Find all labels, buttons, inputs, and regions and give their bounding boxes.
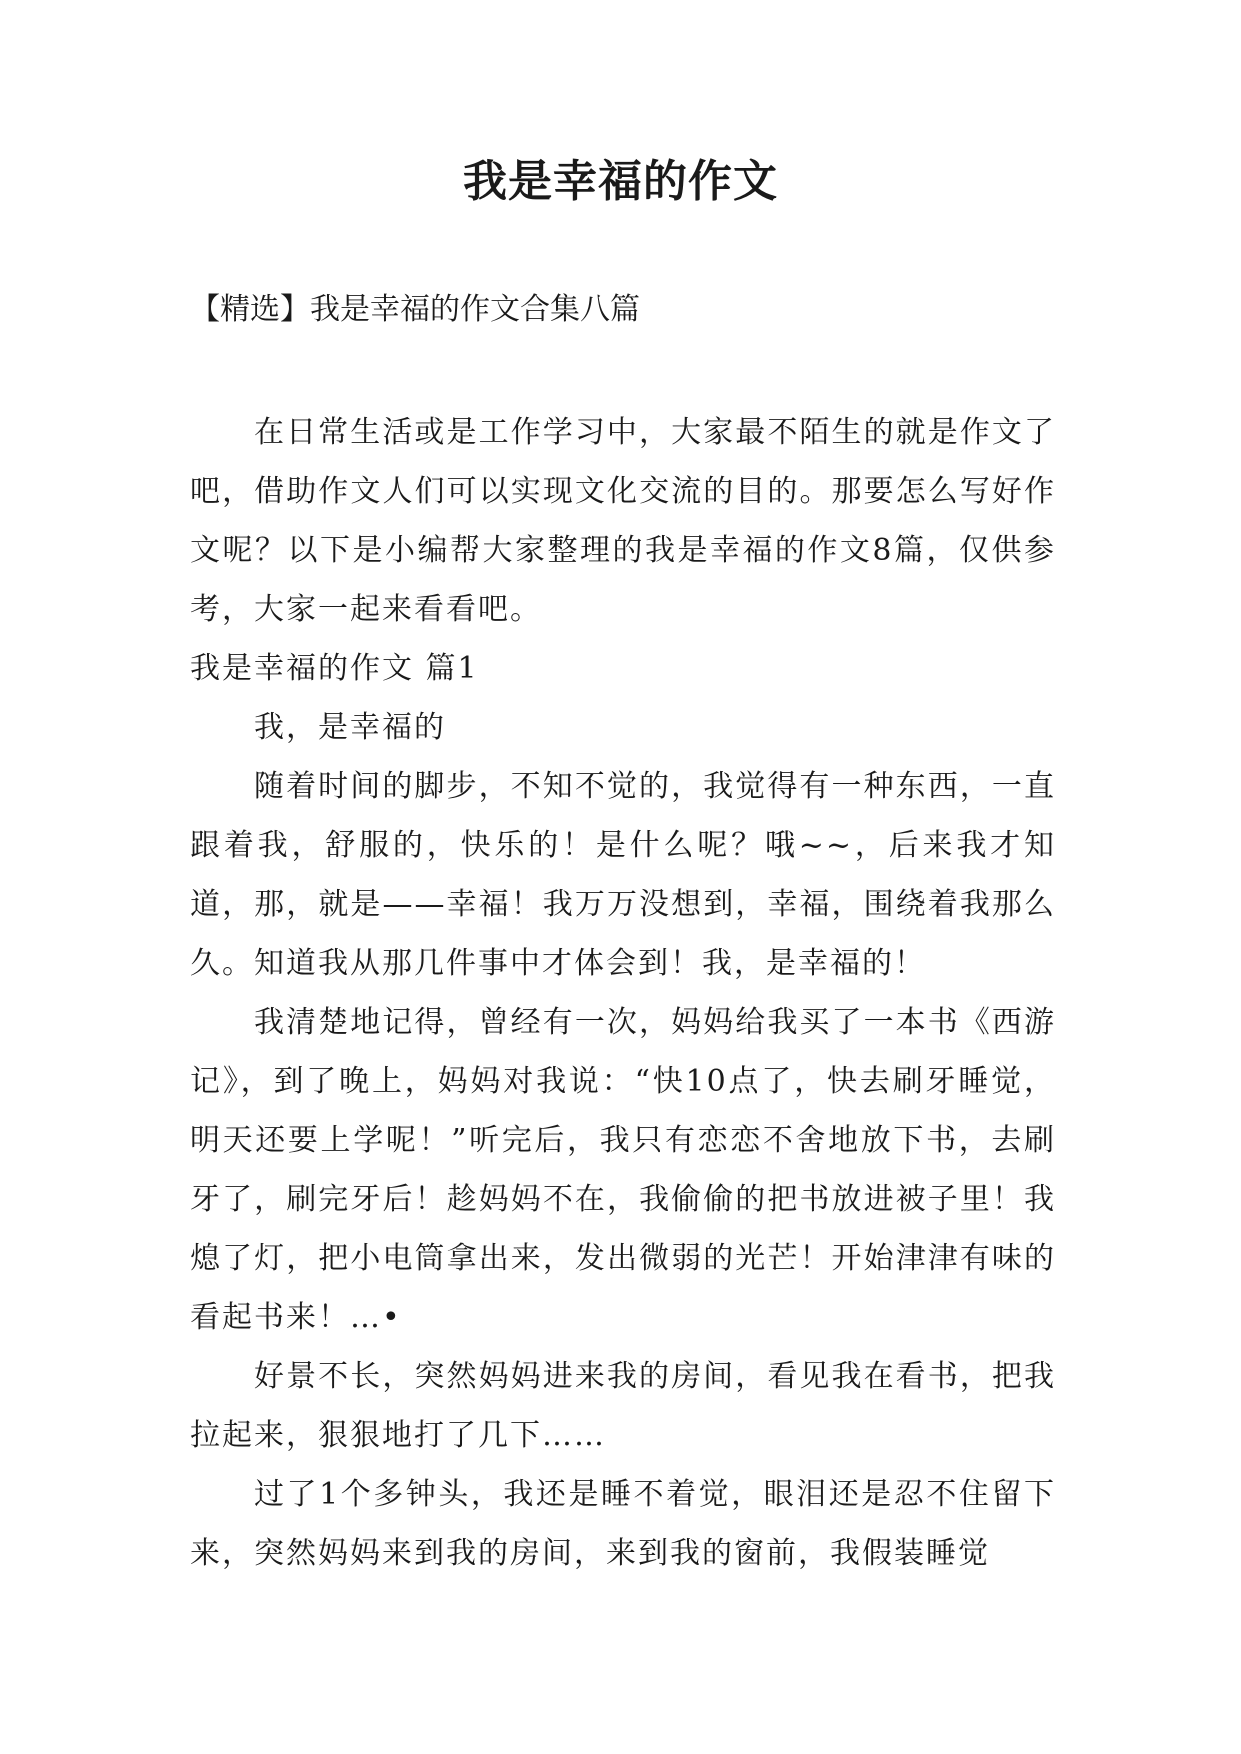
document-body	[190, 403, 1056, 1583]
paragraph: 好景不长，突然妈妈进来我的房间，看见我在看书，把我拉起来，狠狠地打了几下……	[190, 1359, 1056, 1453]
section-heading: 我是幸福的作文 篇1	[190, 651, 479, 686]
paragraph: 随着时间的脚步，不知不觉的，我觉得有一种东西，一直跟着我，舒服的，快乐的！是什么呢？哦~~，后来我才知道，那，就是——幸福！我万万没想到，幸福，围绕着我那么久。知道我从那几件事中才体会到！我，是幸福的！	[190, 769, 1056, 981]
paragraph: 我清楚地记得，曾经有一次，妈妈给我买了一本书《西游记》，到了晚上，妈妈对我说：“快10点了，快去刷牙睡觉，明天还要上学呢！”听完后，我只有恋恋不舍地放下书，去刷牙了，刷完牙后！趁妈妈不在，我偷偷的把书放进被子里！我熄了灯，把小电筒拿出来，发出微弱的光芒！开始津津有味的看起书来！…•	[190, 1005, 1056, 1335]
paragraph: 我，是幸福的	[254, 710, 446, 745]
paragraph: 过了1个多钟头，我还是睡不着觉，眼泪还是忍不住留下来，突然妈妈来到我的房间，来到我的窗前，我假装睡觉	[190, 1477, 1056, 1571]
document-subtitle: 【精选】我是幸福的作文合集八篇	[190, 292, 640, 327]
document-title: 我是幸福的作文	[463, 156, 778, 207]
intro-paragraph: 在日常生活或是工作学习中，大家最不陌生的就是作文了吧，借助作文人们可以实现文化交流的目的。那要怎么写好作文呢？以下是小编帮大家整理的我是幸福的作文8篇，仅供参考，大家一起来看看吧。	[190, 415, 1056, 627]
